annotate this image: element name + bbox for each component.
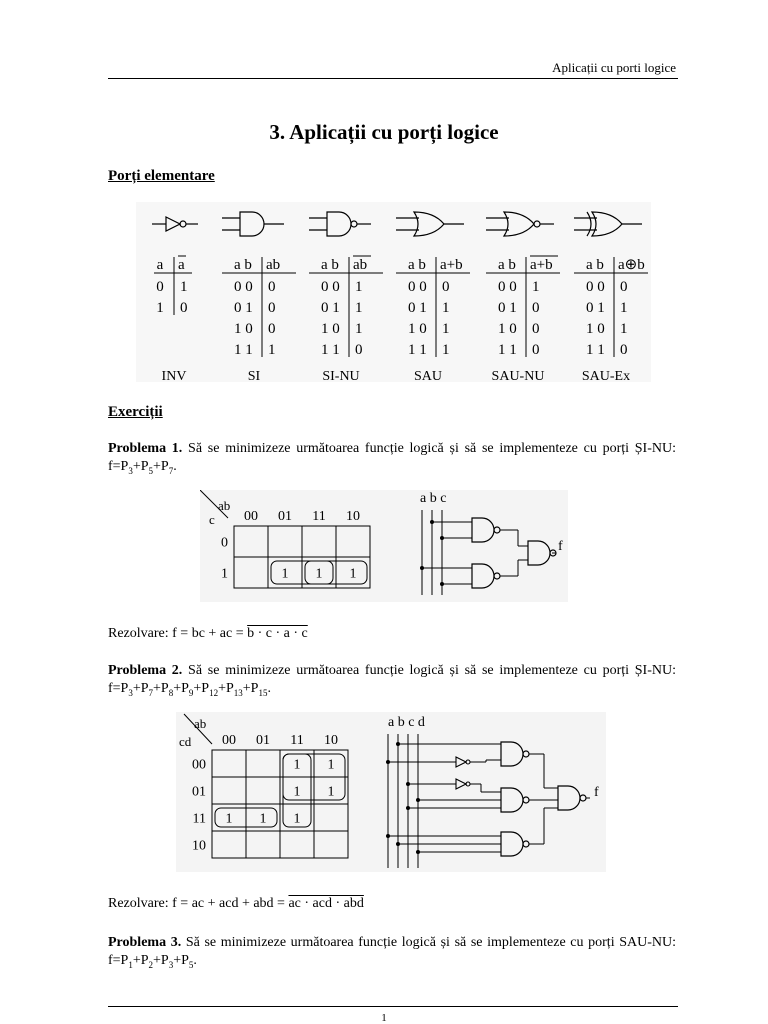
junction-dot	[420, 566, 424, 570]
kmap-value: 1	[293, 757, 301, 773]
gate-header-output: a	[178, 257, 185, 273]
kmap-col-header: 10	[346, 509, 360, 524]
gate-header-inputs: a b	[321, 257, 339, 273]
truth-cell: 0	[355, 342, 363, 358]
gate-header-inputs: a b	[234, 257, 252, 273]
problem-2-statement: Problema 2. Să se minimizeze următoarea funcție logică și să se implementeze cu porți ȘI-NU: $f=P_3+P_7+P_8+P_9+P_{12}+P_{13}+P_{15}$.	[108, 663, 676, 698]
kmap-1	[221, 509, 370, 588]
truth-cell: 1	[180, 279, 188, 295]
kmap2-corner-left: cd	[179, 734, 192, 749]
gate-name-label: SAU-NU	[491, 369, 545, 382]
p3-terms: $_1+P_2+P_3+P_5$	[128, 953, 194, 970]
p1-solution-nand: b · c · a · c	[247, 626, 308, 641]
truth-cell: 0 1	[234, 300, 253, 316]
problem-2-figure	[176, 712, 606, 872]
kmap-cell	[234, 557, 268, 588]
inverter-symbol	[166, 217, 180, 231]
truth-cell: 0 0	[321, 279, 340, 295]
truth-cell: 1	[268, 342, 276, 358]
problem-1-figure	[200, 490, 568, 602]
problem-3-label: Problema 3.	[108, 935, 182, 950]
truth-cell: 0	[620, 279, 628, 295]
kmap-cell	[246, 750, 280, 777]
kmap-col-header: 10	[324, 733, 338, 748]
gate-header-output: ab	[353, 257, 368, 273]
truth-cell: 0 1	[408, 300, 427, 316]
kmap-cell	[212, 831, 246, 858]
truth-cell: 1 0	[234, 321, 253, 337]
kmap-cell	[280, 831, 314, 858]
junction-dot	[406, 782, 410, 786]
or-symbol	[414, 212, 444, 236]
truth-cell: 0	[268, 279, 276, 295]
junction-dot	[386, 834, 390, 838]
page-title: 3. Aplicații cu porți logice	[269, 120, 499, 144]
junction-dot	[416, 850, 420, 854]
gate-si	[222, 212, 296, 382]
gate-header-output: a+b	[440, 257, 463, 273]
circuit-1-output: f	[558, 539, 563, 554]
kmap-row-header: 11	[192, 811, 206, 827]
problem-2-label: Problema 2.	[108, 663, 183, 678]
p2-terms: $_3+P_7+P_8+P_9+P_{12}+P_{13}+P_{15}$	[128, 681, 268, 698]
kmap-col-header: 11	[312, 509, 326, 524]
kmap-value: 1	[293, 784, 301, 800]
gate-sau	[396, 212, 470, 382]
kmap1-corner-top: ab	[218, 498, 231, 513]
truth-cell: 0 1	[498, 300, 517, 316]
and-symbol	[240, 212, 264, 236]
kmap-col-header: 11	[290, 733, 304, 748]
gate-header-inputs: a b	[498, 257, 516, 273]
header-rule	[108, 78, 678, 79]
gates-diagram	[136, 202, 651, 382]
kmap-value: 1	[315, 566, 323, 582]
kmap-value: 1	[259, 811, 267, 827]
truth-cell: 0	[180, 300, 188, 316]
problem-1-label: Problema 1.	[108, 441, 183, 456]
truth-cell: 0	[532, 342, 540, 358]
truth-cell: 1 1	[234, 342, 253, 358]
kmap-col-header: 00	[222, 733, 236, 748]
problem-1-solution: Rezolvare: f = bc + ac = b · c · a · c	[108, 626, 308, 641]
nand-gate	[501, 832, 523, 856]
truth-cell: 1	[620, 300, 628, 316]
gate-si-nu	[309, 212, 383, 382]
problem-2-diagram	[176, 712, 606, 872]
inverter-symbol	[456, 779, 466, 789]
truth-cell: 1	[355, 300, 363, 316]
section-heading-gates: Porți elementare	[108, 168, 215, 184]
kmap-cell	[246, 831, 280, 858]
gate-header-output: a⊕b	[618, 257, 645, 273]
problem-1-statement: Problema 1. Să se minimizeze următoarea funcție logică și să se implementeze cu porți ȘI-NU: $f=P_3+P_5+P_7$.	[108, 441, 676, 476]
truth-cell: 1	[620, 321, 628, 337]
truth-cell: 1	[442, 321, 450, 337]
truth-cell: 1	[355, 279, 363, 295]
kmap-value: 1	[327, 757, 335, 773]
kmap-col-header: 00	[244, 509, 258, 524]
truth-cell: 1 1	[498, 342, 517, 358]
truth-cell: 1	[355, 321, 363, 337]
nand-gate	[501, 788, 523, 812]
truth-cell: 0 1	[321, 300, 340, 316]
truth-cell: 0	[532, 300, 540, 316]
kmap-row-header: 01	[192, 784, 206, 800]
kmap-2	[192, 733, 348, 858]
kmap-col-header: 01	[256, 733, 270, 748]
junction-dot	[430, 520, 434, 524]
truth-cell: 0	[442, 279, 450, 295]
kmap-cell	[302, 526, 336, 557]
gate-header-inputs: a b	[586, 257, 604, 273]
gate-header-inputs: a b	[408, 257, 426, 273]
nand-gate	[528, 541, 550, 565]
kmap-value: 1	[293, 811, 301, 827]
gate-header-inputs: a	[156, 257, 164, 273]
truth-cell: 0 0	[234, 279, 253, 295]
circuit-2-inputs: a b c d	[388, 715, 425, 730]
gate-name-label: SI-NU	[322, 369, 360, 382]
kmap-cell	[268, 526, 302, 557]
page-number: 1	[381, 1012, 387, 1024]
inverter-symbol	[456, 757, 466, 767]
kmap-value: 1	[349, 566, 357, 582]
or-symbol	[592, 212, 622, 236]
nand-gate	[558, 786, 580, 810]
kmap-row-header: 1	[221, 566, 228, 582]
gate-inv	[152, 217, 198, 382]
problem-1-diagram	[200, 490, 568, 602]
kmap-value: 1	[281, 566, 289, 582]
gate-sau-ex	[574, 212, 648, 382]
kmap-cell	[212, 750, 246, 777]
gate-sau-nu	[486, 212, 560, 382]
truth-cell: 0	[156, 279, 164, 295]
gate-name-label: SAU-Ex	[581, 369, 631, 382]
truth-cell: 1	[532, 279, 540, 295]
nand-gate	[472, 564, 494, 588]
nand-gate	[501, 742, 523, 766]
junction-dot	[396, 742, 400, 746]
kmap-value: 1	[327, 784, 335, 800]
circuit-1	[420, 510, 556, 595]
kmap1-corner-left: c	[209, 512, 215, 527]
junction-dot	[440, 582, 444, 586]
truth-cell: 1 1	[321, 342, 340, 358]
gate-name-label: INV	[161, 369, 187, 382]
junction-dot	[406, 806, 410, 810]
kmap2-corner-top: ab	[194, 716, 207, 731]
or-symbol	[504, 212, 534, 236]
gate-name-label: SI	[247, 369, 261, 382]
p1-terms: $_3+P_5+P_7$	[128, 459, 174, 476]
truth-cell: 1 0	[321, 321, 340, 337]
junction-dot	[416, 798, 420, 802]
footer-rule	[108, 1006, 678, 1007]
kmap-row-header: 00	[192, 757, 206, 773]
truth-cell: 1 1	[408, 342, 427, 358]
kmap-cell	[234, 526, 268, 557]
kmap-cell	[314, 804, 348, 831]
truth-cell: 0	[620, 342, 628, 358]
circuit-2-output: f	[594, 785, 599, 800]
gate-header-output: a+b	[530, 257, 553, 273]
kmap-row-header: 10	[192, 838, 206, 854]
kmap-cell	[314, 831, 348, 858]
kmap-cell	[212, 777, 246, 804]
truth-cell: 1 0	[586, 321, 605, 337]
truth-cell: 1 0	[498, 321, 517, 337]
truth-cell: 1 0	[408, 321, 427, 337]
circuit-1-inputs: a b c	[420, 491, 447, 506]
truth-cell: 0 0	[586, 279, 605, 295]
truth-cell: 0 0	[408, 279, 427, 295]
problem-2-solution: Rezolvare: f = ac + acd + abd = ac · acd · abd	[108, 896, 364, 911]
logic-gates-figure	[136, 202, 651, 382]
kmap-col-header: 01	[278, 509, 292, 524]
truth-cell: 0	[268, 300, 276, 316]
kmap-cell	[246, 777, 280, 804]
nand-gate	[472, 518, 494, 542]
truth-cell: 0 1	[586, 300, 605, 316]
problem-3-statement: Problema 3. Să se minimizeze următoarea funcție logică și să se implementeze cu porți SAU-NU: $f=P_1+P_2+P_3+P_5$.	[108, 935, 676, 970]
junction-dot	[386, 760, 390, 764]
truth-cell: 1	[442, 342, 450, 358]
truth-cell: 1	[156, 300, 164, 316]
section-heading-exercises: Exerciții	[108, 404, 163, 420]
kmap-row-header: 0	[221, 535, 228, 551]
truth-cell: 1	[442, 300, 450, 316]
truth-cell: 0	[268, 321, 276, 337]
junction-dot	[440, 536, 444, 540]
running-header: Aplicații cu porti logice	[552, 60, 676, 75]
kmap-value: 1	[225, 811, 233, 827]
circuit-2	[386, 734, 590, 868]
gate-name-label: SAU	[413, 369, 443, 382]
p2-solution-nand: ac · acd · abd	[288, 896, 364, 911]
kmap-cell	[336, 526, 370, 557]
truth-cell: 1 1	[586, 342, 605, 358]
junction-dot	[396, 842, 400, 846]
and-symbol	[327, 212, 351, 236]
truth-cell: 0	[532, 321, 540, 337]
gate-header-output: ab	[266, 257, 281, 273]
truth-cell: 0 0	[498, 279, 517, 295]
